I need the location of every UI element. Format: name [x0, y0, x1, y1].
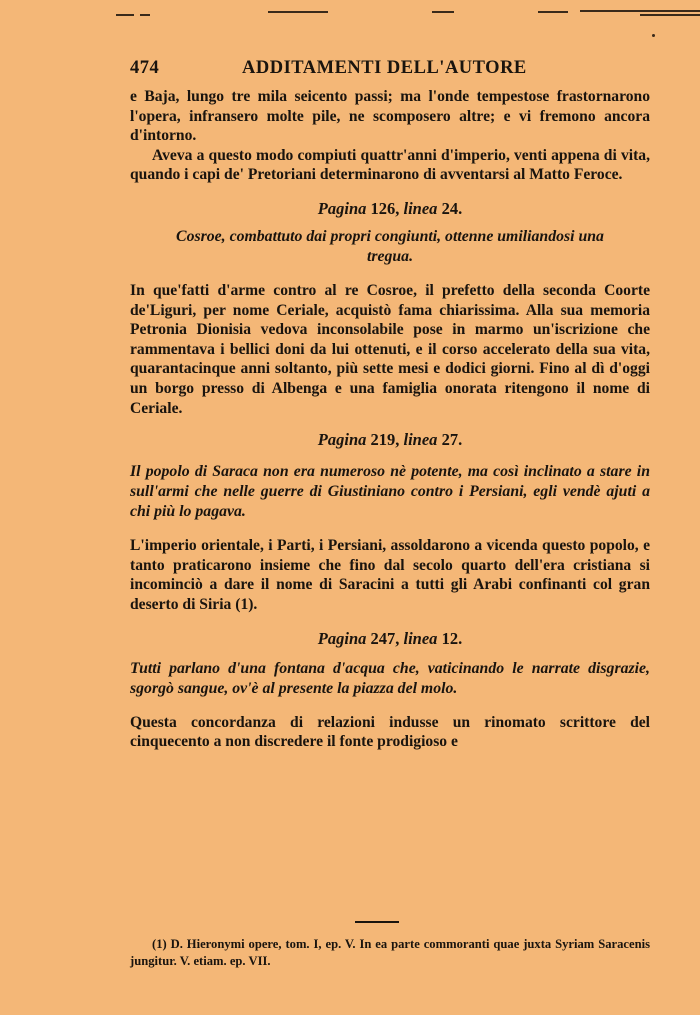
- running-title: ADDITAMENTI DELL'AUTORE: [242, 58, 527, 78]
- paragraph-text: Aveva a questo modo compiuti quattr'anni d'imperio, venti appena di vita, quando i capi de' Pretoriani determinarono di avventarsi al Matto Feroce.: [130, 146, 650, 184]
- heading-line-num: 27.: [441, 430, 463, 450]
- heading-word: Pagina: [317, 198, 367, 218]
- heading-line-num: 24.: [441, 198, 463, 218]
- heading-line-num: 12.: [441, 628, 463, 648]
- heading-line-word: linea: [403, 430, 438, 450]
- page-number: 474: [130, 58, 160, 78]
- heading-page-num: 247,: [370, 628, 400, 648]
- footnote-text: (1) D. Hieronymi opere, tom. I, ep. V. In ea parte commoranti quae juxta Syriam Saracenis jungitur. V. etiam. ep. VII.: [130, 937, 650, 968]
- paragraph-imperio: [130, 146, 650, 185]
- section-body: [130, 536, 650, 614]
- scan-artifacts: [0, 8, 700, 22]
- paragraph-continued: [130, 87, 650, 146]
- footnote: [130, 936, 650, 970]
- heading-page-num: 126,: [370, 198, 400, 218]
- heading-line-word: linea: [403, 198, 438, 218]
- footnote-rule: [355, 921, 399, 923]
- paragraph-text: L'imperio orientale, i Parti, i Persiani, assoldarono a vicenda questo popolo, e tanto praticarono insieme che fino dal secolo quarto dell'era cristiana si incominciò a dare il nome di Saracini a tutti gli Arabi confinanti col gran deserto di Siria (1).: [130, 537, 650, 613]
- paragraph-text: In que'fatti d'arme contro al re Cosroe, il prefetto della seconda Coorte de'Liguri, per nome Ceriale, acquistò fama chiarissima. Alla sua memoria Petronia Dionisia vedova inconsolabile pose in marmo un'iscrizione che rammentava i bellici doni da lui ottenuti, e il corso accelerato della sua vita, quarantacinque anni soltanto, più sette mesi e dodici giorni. Fino al dì d'oggi un borgo presso di Albenga e una famiglia onorata ritengono il nome di Ceriale.: [130, 281, 650, 417]
- heading-word: Pagina: [317, 628, 367, 648]
- section-quote: Il popolo di Saraca non era numeroso nè potente, ma così inclinato a stare in sull'armi che nelle guerre di Giustiniano contro i Persiani, egli vendè ajuti a chi più lo pagava.: [130, 463, 650, 521]
- section-body: [130, 281, 650, 418]
- section-heading: [130, 430, 650, 450]
- paragraph-text: Questa concordanza di relazioni indusse un rinomato scrittore del cinquecento a non discredere il fonte prodigioso e: [130, 713, 650, 751]
- section-heading: [130, 629, 650, 649]
- paragraph-text: e Baja, lungo tre mila seicento passi; ma l'onde tempestose frastornarono l'opera, infransero molte pile, ne scomposero altre; e vi fremono ancora d'intorno.: [130, 88, 650, 145]
- section-heading: [130, 199, 650, 219]
- section-body: [130, 713, 650, 752]
- running-head: [130, 58, 650, 84]
- heading-line-word: linea: [403, 628, 438, 648]
- heading-page-num: 219,: [370, 430, 400, 450]
- book-page: [130, 58, 650, 752]
- section-quote: Tutti parlano d'una fontana d'acqua che, vaticinando le narrate disgrazie, sgorgò sangue, ov'è al presente la piazza del molo.: [130, 659, 650, 697]
- section-quote: Cosroe, combattuto dai propri congiunti, ottenne umiliandosi una tregua.: [176, 227, 604, 265]
- heading-word: Pagina: [317, 430, 367, 450]
